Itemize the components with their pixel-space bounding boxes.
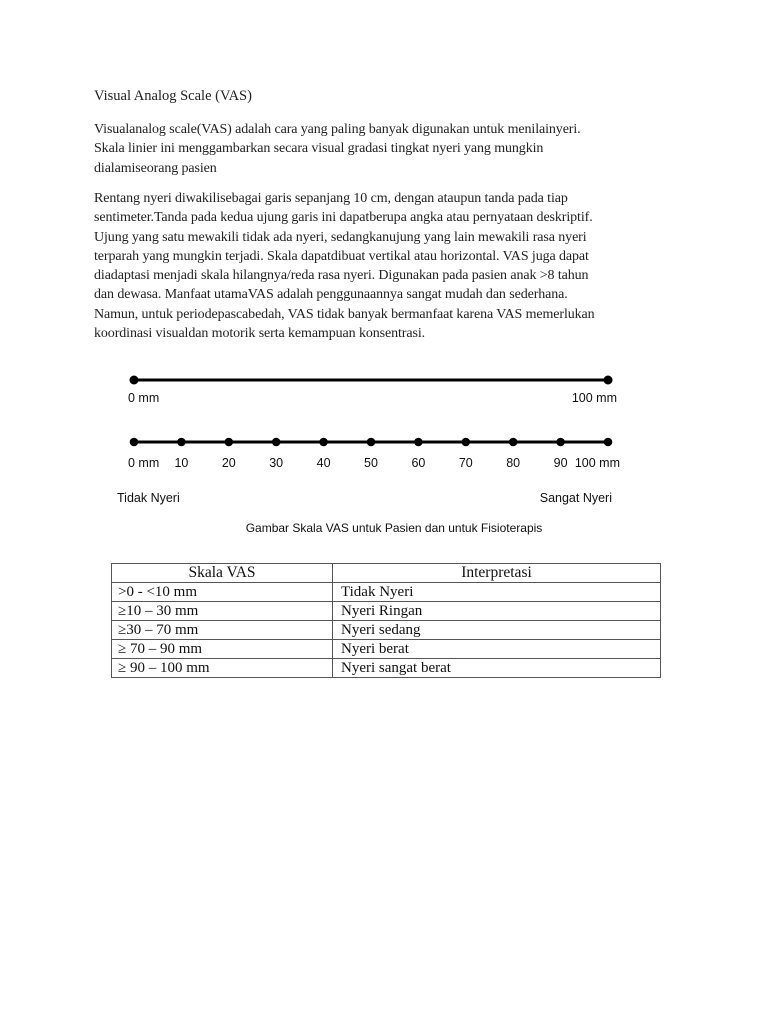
- paragraph-line: Namun, untuk periodepascabedah, VAS tidak banyak bermanfaat karena VAS memerlukan: [94, 306, 595, 322]
- scale-tick-mark: [556, 438, 565, 447]
- column-header-interpretasi: Interpretasi: [333, 564, 661, 583]
- table-row: [112, 659, 661, 678]
- paragraph-line: Ujung yang satu mewakili tidak ada nyeri, sedangkanujung yang lain mewakili rasa nyeri: [94, 229, 587, 245]
- scale-tick-label: 40: [316, 456, 331, 470]
- scale-tick-label: 80: [506, 456, 521, 470]
- scale-endpoint-end: [604, 376, 613, 385]
- scale-tick-label: 90: [553, 456, 568, 470]
- scale-tick-label: 50: [364, 456, 378, 470]
- scale-tick-mark: [509, 438, 518, 447]
- paragraph-line: Visualanalog scale(VAS) adalah cara yang paling banyak digunakan untuk menilainyeri.: [94, 122, 581, 137]
- sangat-nyeri-label: Sangat Nyeri: [539, 491, 612, 505]
- scale-tick-label: 10: [174, 456, 189, 470]
- paragraph-line: terparah yang mungkin terjadi. Skala dapatdibuat vertikal atau horizontal. VAS juga dapat: [94, 248, 589, 264]
- scale-tick-mark: [367, 438, 376, 447]
- table-cell: Nyeri Ringan: [333, 602, 661, 621]
- scale-tick-mark: [462, 438, 471, 447]
- table-cell: >0 - <10 mm: [112, 583, 333, 602]
- tidak-nyeri-label: Tidak Nyeri: [117, 491, 180, 505]
- scale-tick-label: 70: [458, 456, 473, 470]
- paragraph-line: dan dewasa. Manfaat utamaVAS adalah penggunaannya sangat mudah dan sederhana.: [94, 287, 568, 303]
- scale-tick-mark: [414, 438, 423, 447]
- scale-tick-mark: [319, 438, 328, 447]
- table-cell: ≥10 – 30 mm: [112, 602, 333, 621]
- paragraph-line: diadaptasi menjadi skala hilangnya/reda rasa nyeri. Digunakan pada pasien anak >8 tahun: [94, 268, 589, 284]
- table-header-row: [112, 564, 661, 583]
- column-header-skala: Skala VAS: [112, 564, 333, 583]
- scale-tick-mark: [604, 438, 613, 447]
- scale-tick-mark: [272, 438, 281, 447]
- vas-scale-simple: [128, 376, 617, 406]
- paragraph-line: Skala linier ini menggambarkan secara visual gradasi tingkat nyeri yang mungkin: [94, 141, 544, 157]
- scale-end-label: 100 mm: [571, 391, 617, 405]
- table-row: [112, 621, 661, 640]
- table-cell: Nyeri sedang: [333, 621, 661, 640]
- document-title: Visual Analog Scale (VAS): [94, 88, 252, 104]
- table-cell: Tidak Nyeri: [333, 583, 661, 602]
- scale-start-label: 0 mm: [128, 391, 160, 405]
- paragraph-line: koordinasi visualdan motorik serta kemampuan konsentrasi.: [94, 326, 426, 342]
- vas-scale-figure: [0, 360, 768, 550]
- scale-tick-label: 0 mm: [128, 456, 160, 470]
- paragraph-line: Rentang nyeri diwakilisebagai garis sepanjang 10 cm, dengan ataupun tanda pada tiap: [94, 191, 568, 206]
- paragraph-line: sentimeter.Tanda pada kedua ujung garis ini dapatberupa angka atau pernyataan deskriptif.: [94, 210, 593, 226]
- table-row: [112, 640, 661, 659]
- vas-scale-ticked: [128, 438, 620, 470]
- vas-interpretation-table: [111, 563, 661, 678]
- scale-endpoint-start: [130, 376, 139, 385]
- table-cell: ≥ 90 – 100 mm: [112, 659, 333, 678]
- table-cell: ≥30 – 70 mm: [112, 621, 333, 640]
- scale-tick-label: 60: [411, 456, 426, 470]
- table-cell: Nyeri sangat berat: [333, 659, 661, 678]
- scale-tick-label: 30: [269, 456, 284, 470]
- paragraph-2: [94, 189, 674, 343]
- paragraph-1: [94, 120, 674, 178]
- table-row: [112, 602, 661, 621]
- scale-tick-label: 100 mm: [574, 456, 620, 470]
- table-cell: ≥ 70 – 90 mm: [112, 640, 333, 659]
- table-cell: Nyeri berat: [333, 640, 661, 659]
- figure-caption: Gambar Skala VAS untuk Pasien dan untuk Fisioterapis: [245, 521, 543, 535]
- scale-tick-mark: [130, 438, 139, 447]
- paragraph-line: dialamiseorang pasien: [94, 160, 217, 176]
- table-row: [112, 583, 661, 602]
- scale-tick-mark: [177, 438, 186, 447]
- scale-tick-mark: [225, 438, 234, 447]
- scale-tick-label: 20: [221, 456, 236, 470]
